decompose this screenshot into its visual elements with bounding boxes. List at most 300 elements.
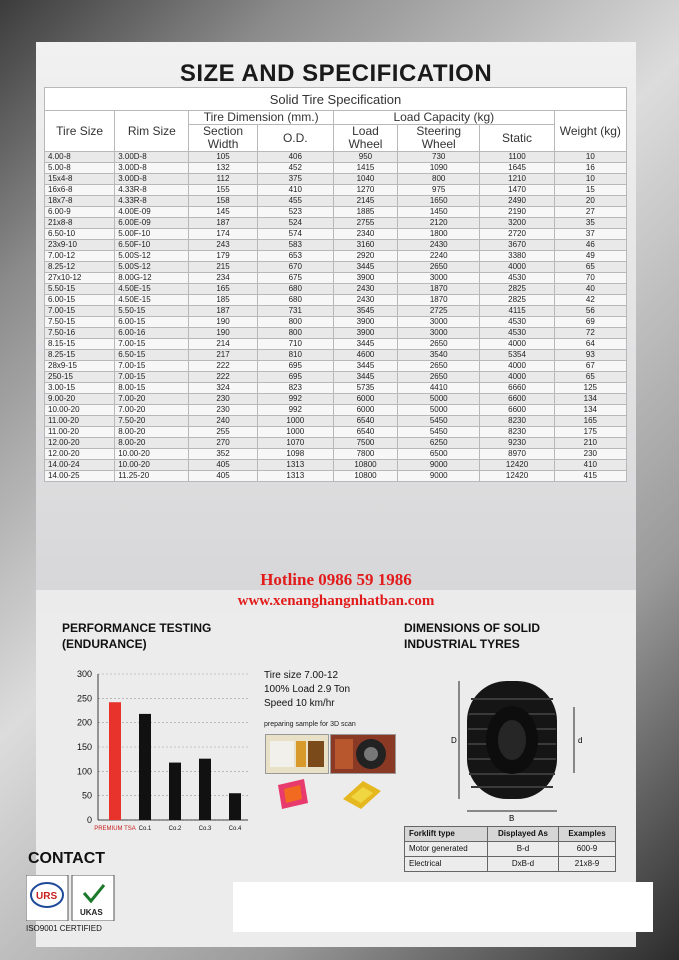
table-cell: 7.00-15 xyxy=(115,361,189,372)
table-cell: 37 xyxy=(554,229,626,240)
table-cell: 8970 xyxy=(480,449,554,460)
table-cell: 10.00-20 xyxy=(45,405,115,416)
test-tire-size: Tire size 7.00-12 xyxy=(264,670,339,681)
x-tick-label: Co.4 xyxy=(228,826,242,832)
table-row xyxy=(45,416,627,427)
table-cell: 3545 xyxy=(333,306,397,317)
table-cell: 105 xyxy=(189,152,257,163)
table-cell: 14.00-24 xyxy=(45,460,115,471)
table-cell: 35 xyxy=(554,218,626,229)
table-cell: 2490 xyxy=(480,196,554,207)
table-row xyxy=(45,449,627,460)
bar-5 xyxy=(229,793,241,820)
label-D: D xyxy=(451,736,457,745)
table-cell: 731 xyxy=(257,306,333,317)
header-od: O.D. xyxy=(257,125,333,152)
bar-4 xyxy=(199,759,211,820)
forklift-table-cell: 600-9 xyxy=(559,842,616,857)
table-row xyxy=(45,471,627,482)
table-cell: 6.50-10 xyxy=(45,229,115,240)
header-weight: Weight (kg) xyxy=(554,111,626,152)
table-cell: 3.00D-8 xyxy=(115,174,189,185)
table-cell: 27 xyxy=(554,207,626,218)
table-cell: 179 xyxy=(189,251,257,262)
table-cell: 65 xyxy=(554,372,626,383)
table-cell: 7.00-12 xyxy=(45,251,115,262)
performance-title-line2: (ENDURANCE) xyxy=(62,637,147,651)
performance-title-line1: PERFORMANCE TESTING xyxy=(62,621,212,635)
table-cell: 270 xyxy=(189,438,257,449)
table-cell: 4115 xyxy=(480,306,554,317)
table-cell: 3900 xyxy=(333,273,397,284)
table-cell: 134 xyxy=(554,394,626,405)
brochure-page xyxy=(36,42,636,947)
forklift-table-cell: Displayed As xyxy=(488,827,559,842)
spec-table-body xyxy=(45,152,627,482)
table-cell: 3.00D-8 xyxy=(115,163,189,174)
table-cell: 46 xyxy=(554,240,626,251)
performance-title xyxy=(62,620,211,652)
table-cell: 992 xyxy=(257,394,333,405)
table-cell: 5.00S-12 xyxy=(115,251,189,262)
table-cell: 1415 xyxy=(333,163,397,174)
forklift-table-row xyxy=(405,857,616,872)
spec-table xyxy=(44,87,627,482)
header-tire-dimension: Tire Dimension (mm.) xyxy=(189,111,333,125)
table-cell: 21x8-8 xyxy=(45,218,115,229)
table-cell: 2920 xyxy=(333,251,397,262)
table-cell: 6540 xyxy=(333,416,397,427)
table-cell: 11.00-20 xyxy=(45,427,115,438)
table-cell: 9230 xyxy=(480,438,554,449)
table-cell: 6.00-15 xyxy=(45,295,115,306)
table-row xyxy=(45,218,627,229)
table-cell: 7500 xyxy=(333,438,397,449)
header-steering-wheel: Steering Wheel xyxy=(398,125,480,152)
table-cell: 1313 xyxy=(257,471,333,482)
table-cell: 8230 xyxy=(480,416,554,427)
forklift-table-cell: Examples xyxy=(559,827,616,842)
table-cell: 234 xyxy=(189,273,257,284)
table-cell: 210 xyxy=(554,438,626,449)
table-cell: 410 xyxy=(554,460,626,471)
table-cell: 10800 xyxy=(333,460,397,471)
table-cell: 5.00S-12 xyxy=(115,262,189,273)
table-cell: 12420 xyxy=(480,471,554,482)
table-cell: 1470 xyxy=(480,185,554,196)
table-cell: 5450 xyxy=(398,416,480,427)
y-tick-label: 100 xyxy=(76,766,92,777)
table-cell: 574 xyxy=(257,229,333,240)
header-section-width: Section Width xyxy=(189,125,257,152)
table-cell: 6540 xyxy=(333,427,397,438)
table-cell: 410 xyxy=(257,185,333,196)
table-cell: 680 xyxy=(257,295,333,306)
table-cell: 3.00D-8 xyxy=(115,152,189,163)
table-cell: 7.00-15 xyxy=(115,339,189,350)
table-cell: 72 xyxy=(554,328,626,339)
table-cell: 187 xyxy=(189,218,257,229)
table-cell: 810 xyxy=(257,350,333,361)
table-row xyxy=(45,317,627,328)
x-tick-label: Co.3 xyxy=(198,826,212,832)
table-cell: 6.00-16 xyxy=(115,328,189,339)
y-tick-label: 50 xyxy=(81,790,92,801)
table-cell: 2825 xyxy=(480,295,554,306)
table-cell: 1885 xyxy=(333,207,397,218)
table-cell: 4000 xyxy=(480,361,554,372)
table-cell: 10.00-20 xyxy=(115,449,189,460)
table-cell: 8.25-12 xyxy=(45,262,115,273)
table-row xyxy=(45,295,627,306)
table-cell: 1090 xyxy=(398,163,480,174)
table-cell: 7.50-16 xyxy=(45,328,115,339)
table-row xyxy=(45,306,627,317)
table-cell: 352 xyxy=(189,449,257,460)
table-cell: 455 xyxy=(257,196,333,207)
table-cell: 695 xyxy=(257,372,333,383)
table-cell: 415 xyxy=(554,471,626,482)
table-cell: 5735 xyxy=(333,383,397,394)
table-cell: 250-15 xyxy=(45,372,115,383)
table-cell: 12.00-20 xyxy=(45,449,115,460)
table-cell: 2340 xyxy=(333,229,397,240)
table-cell: 4600 xyxy=(333,350,397,361)
table-row xyxy=(45,405,627,416)
table-cell: 14.00-25 xyxy=(45,471,115,482)
table-cell: 4410 xyxy=(398,383,480,394)
table-cell: 6660 xyxy=(480,383,554,394)
table-cell: 800 xyxy=(398,174,480,185)
table-cell: 1645 xyxy=(480,163,554,174)
table-cell: 670 xyxy=(257,262,333,273)
table-cell: 165 xyxy=(189,284,257,295)
table-cell: 950 xyxy=(333,152,397,163)
table-cell: 5354 xyxy=(480,350,554,361)
table-cell: 230 xyxy=(189,394,257,405)
table-cell: 1000 xyxy=(257,427,333,438)
table-cell: 8.00-15 xyxy=(115,383,189,394)
table-cell: 112 xyxy=(189,174,257,185)
table-cell: 1450 xyxy=(398,207,480,218)
table-cell: 710 xyxy=(257,339,333,350)
table-cell: 7.50-15 xyxy=(45,317,115,328)
tire-cutaway-photo xyxy=(265,734,329,774)
forklift-table-cell: 21x8-9 xyxy=(559,857,616,872)
table-cell: 1100 xyxy=(480,152,554,163)
table-cell: 2145 xyxy=(333,196,397,207)
table-cell: 255 xyxy=(189,427,257,438)
table-cell: 406 xyxy=(257,152,333,163)
table-cell: 11.00-20 xyxy=(45,416,115,427)
table-cell: 583 xyxy=(257,240,333,251)
table-cell: 40 xyxy=(554,284,626,295)
table-cell: 7.50-20 xyxy=(115,416,189,427)
table-cell: 4000 xyxy=(480,262,554,273)
header-rim-size: Rim Size xyxy=(115,111,189,152)
table-cell: 190 xyxy=(189,328,257,339)
table-cell: 3160 xyxy=(333,240,397,251)
table-row xyxy=(45,163,627,174)
table-cell: 56 xyxy=(554,306,626,317)
table-cell: 2725 xyxy=(398,306,480,317)
table-cell: 23x9-10 xyxy=(45,240,115,251)
table-cell: 3.00-15 xyxy=(45,383,115,394)
table-row xyxy=(45,372,627,383)
table-cell: 7800 xyxy=(333,449,397,460)
table-cell: 10.00-20 xyxy=(115,460,189,471)
table-cell: 6.00E-09 xyxy=(115,218,189,229)
header-static: Static xyxy=(480,125,554,152)
hotline-text: Hotline 0986 59 1986 xyxy=(260,570,412,589)
table-cell: 217 xyxy=(189,350,257,361)
table-cell: 2430 xyxy=(333,295,397,306)
table-cell: 15 xyxy=(554,185,626,196)
table-cell: 8.00-20 xyxy=(115,427,189,438)
table-cell: 6250 xyxy=(398,438,480,449)
table-cell: 6.50-15 xyxy=(115,350,189,361)
table-cell: 3540 xyxy=(398,350,480,361)
table-cell: 4530 xyxy=(480,273,554,284)
table-cell: 65 xyxy=(554,262,626,273)
table-cell: 7.00-20 xyxy=(115,405,189,416)
table-cell: 10 xyxy=(554,152,626,163)
table-cell: 1313 xyxy=(257,460,333,471)
table-cell: 230 xyxy=(189,405,257,416)
urs-logo-text: URS xyxy=(36,891,58,902)
test-load: 100% Load 2.9 Ton xyxy=(264,684,351,695)
table-cell: 230 xyxy=(554,449,626,460)
table-cell: 7.00-15 xyxy=(115,372,189,383)
page-title: SIZE AND SPECIFICATION xyxy=(179,60,493,87)
table-cell: 5.00-8 xyxy=(45,163,115,174)
table-row xyxy=(45,174,627,185)
table-cell: 187 xyxy=(189,306,257,317)
header-load-wheel: Load Wheel xyxy=(333,125,397,152)
table-cell: 452 xyxy=(257,163,333,174)
ukas-logo-text: UKAS xyxy=(80,908,103,917)
dimensions-title xyxy=(404,620,540,652)
forklift-table-cell: Motor generated xyxy=(405,842,488,857)
table-cell: 214 xyxy=(189,339,257,350)
table-cell: 6600 xyxy=(480,394,554,405)
table-cell: 730 xyxy=(398,152,480,163)
thermal-scan-image-1 xyxy=(274,777,310,811)
table-cell: 3900 xyxy=(333,317,397,328)
table-row xyxy=(45,185,627,196)
table-cell: 165 xyxy=(554,416,626,427)
table-cell: 5.00F-10 xyxy=(115,229,189,240)
table-cell: 2650 xyxy=(398,339,480,350)
table-cell: 67 xyxy=(554,361,626,372)
table-cell: 134 xyxy=(554,405,626,416)
table-cell: 42 xyxy=(554,295,626,306)
table-cell: 6600 xyxy=(480,405,554,416)
table-cell: 12420 xyxy=(480,460,554,471)
table-cell: 185 xyxy=(189,295,257,306)
header-load-capacity: Load Capacity (kg) xyxy=(333,111,554,125)
bar-1 xyxy=(109,702,121,820)
table-cell: 4000 xyxy=(480,372,554,383)
table-cell: 3670 xyxy=(480,240,554,251)
certification-logos xyxy=(26,875,116,921)
table-cell: 6500 xyxy=(398,449,480,460)
x-tick-label: Co.2 xyxy=(168,826,182,832)
table-row xyxy=(45,284,627,295)
table-row xyxy=(45,251,627,262)
table-cell: 653 xyxy=(257,251,333,262)
table-row xyxy=(45,427,627,438)
table-cell: 2825 xyxy=(480,284,554,295)
table-cell: 222 xyxy=(189,372,257,383)
test-conditions xyxy=(264,669,350,711)
table-cell: 4.00E-09 xyxy=(115,207,189,218)
table-cell: 1650 xyxy=(398,196,480,207)
table-cell: 2650 xyxy=(398,262,480,273)
table-cell: 3000 xyxy=(398,273,480,284)
table-cell: 215 xyxy=(189,262,257,273)
x-tick-label: PREMIUM TSA xyxy=(94,826,136,832)
table-cell: 2755 xyxy=(333,218,397,229)
table-cell: 1870 xyxy=(398,295,480,306)
table-cell: 1098 xyxy=(257,449,333,460)
table-cell: 3380 xyxy=(480,251,554,262)
table-cell: 6000 xyxy=(333,405,397,416)
table-cell: 3445 xyxy=(333,339,397,350)
forklift-table-cell: Electrical xyxy=(405,857,488,872)
table-cell: 4000 xyxy=(480,339,554,350)
table-cell: 18x7-8 xyxy=(45,196,115,207)
table-row xyxy=(45,207,627,218)
y-tick-label: 300 xyxy=(76,669,92,679)
table-cell: 6000 xyxy=(333,394,397,405)
table-cell: 93 xyxy=(554,350,626,361)
table-cell: 222 xyxy=(189,361,257,372)
table-cell: 2190 xyxy=(480,207,554,218)
contact-info-box xyxy=(233,882,653,932)
table-cell: 405 xyxy=(189,471,257,482)
table-cell: 2430 xyxy=(398,240,480,251)
table-cell: 7.00-15 xyxy=(45,306,115,317)
table-cell: 2650 xyxy=(398,372,480,383)
table-cell: 6.50F-10 xyxy=(115,240,189,251)
table-row xyxy=(45,229,627,240)
table-cell: 10800 xyxy=(333,471,397,482)
table-cell: 16x6-8 xyxy=(45,185,115,196)
table-row xyxy=(45,383,627,394)
table-cell: 243 xyxy=(189,240,257,251)
table-cell: 4.00-8 xyxy=(45,152,115,163)
table-cell: 190 xyxy=(189,317,257,328)
table-cell: 405 xyxy=(189,460,257,471)
table-row xyxy=(45,152,627,163)
table-cell: 1870 xyxy=(398,284,480,295)
table-cell: 70 xyxy=(554,273,626,284)
table-cell: 1040 xyxy=(333,174,397,185)
table-cell: 6.00-9 xyxy=(45,207,115,218)
table-cell: 5.50-15 xyxy=(45,284,115,295)
table-cell: 4.50E-15 xyxy=(115,284,189,295)
thermal-scan-image-2 xyxy=(341,777,383,811)
table-cell: 175 xyxy=(554,427,626,438)
table-cell: 2240 xyxy=(398,251,480,262)
table-cell: 3445 xyxy=(333,361,397,372)
tire-scan-photo xyxy=(330,734,396,774)
table-cell: 823 xyxy=(257,383,333,394)
table-cell: 680 xyxy=(257,284,333,295)
table-cell: 7.00-20 xyxy=(115,394,189,405)
table-cell: 27x10-12 xyxy=(45,273,115,284)
table-cell: 1000 xyxy=(257,416,333,427)
table-cell: 132 xyxy=(189,163,257,174)
website-link[interactable]: www.xenanghangnhatban.com xyxy=(237,593,435,609)
table-cell: 240 xyxy=(189,416,257,427)
table-cell: 20 xyxy=(554,196,626,207)
test-speed: Speed 10 km/hr xyxy=(264,698,335,709)
table-row xyxy=(45,339,627,350)
y-tick-label: 250 xyxy=(76,693,92,704)
table-cell: 64 xyxy=(554,339,626,350)
table-cell: 158 xyxy=(189,196,257,207)
table-cell: 5.50-15 xyxy=(115,306,189,317)
table-caption: Solid Tire Specification xyxy=(45,88,627,111)
table-cell: 9.00-20 xyxy=(45,394,115,405)
x-tick-label: Co.1 xyxy=(138,826,152,832)
table-cell: 375 xyxy=(257,174,333,185)
forklift-table-cell: DxB-d xyxy=(488,857,559,872)
y-tick-label: 0 xyxy=(86,815,92,825)
label-d: d xyxy=(578,736,583,745)
table-cell: 10 xyxy=(554,174,626,185)
table-cell: 975 xyxy=(398,185,480,196)
table-cell: 28x9-15 xyxy=(45,361,115,372)
table-cell: 4.33R-8 xyxy=(115,196,189,207)
label-B: B xyxy=(509,814,515,823)
table-cell: 1270 xyxy=(333,185,397,196)
table-cell: 8.25-15 xyxy=(45,350,115,361)
contact-title: CONTACT xyxy=(28,850,106,867)
table-cell: 125 xyxy=(554,383,626,394)
table-row xyxy=(45,262,627,273)
spec-section xyxy=(36,42,636,609)
table-cell: 324 xyxy=(189,383,257,394)
table-cell: 523 xyxy=(257,207,333,218)
table-cell: 2430 xyxy=(333,284,397,295)
table-row xyxy=(45,273,627,284)
table-cell: 3000 xyxy=(398,317,480,328)
table-cell: 174 xyxy=(189,229,257,240)
table-cell: 155 xyxy=(189,185,257,196)
forklift-table-header xyxy=(405,827,616,842)
table-cell: 2720 xyxy=(480,229,554,240)
table-cell: 695 xyxy=(257,361,333,372)
dimensions-title-line1: DIMENSIONS OF SOLID xyxy=(404,621,541,635)
table-cell: 3900 xyxy=(333,328,397,339)
forklift-type-table xyxy=(404,826,616,872)
preparing-text: preparing sample for 3D scan xyxy=(264,721,356,728)
y-tick-label: 150 xyxy=(76,742,92,752)
dimensions-title-line2: INDUSTRIAL TYRES xyxy=(404,637,520,651)
table-cell: 6.00-15 xyxy=(115,317,189,328)
table-cell: 5450 xyxy=(398,427,480,438)
endurance-bar-chart xyxy=(56,666,256,846)
bar-3 xyxy=(169,763,181,820)
table-row xyxy=(45,438,627,449)
solid-tyre-diagram xyxy=(441,669,591,824)
table-row xyxy=(45,328,627,339)
table-cell: 3445 xyxy=(333,372,397,383)
table-cell: 992 xyxy=(257,405,333,416)
